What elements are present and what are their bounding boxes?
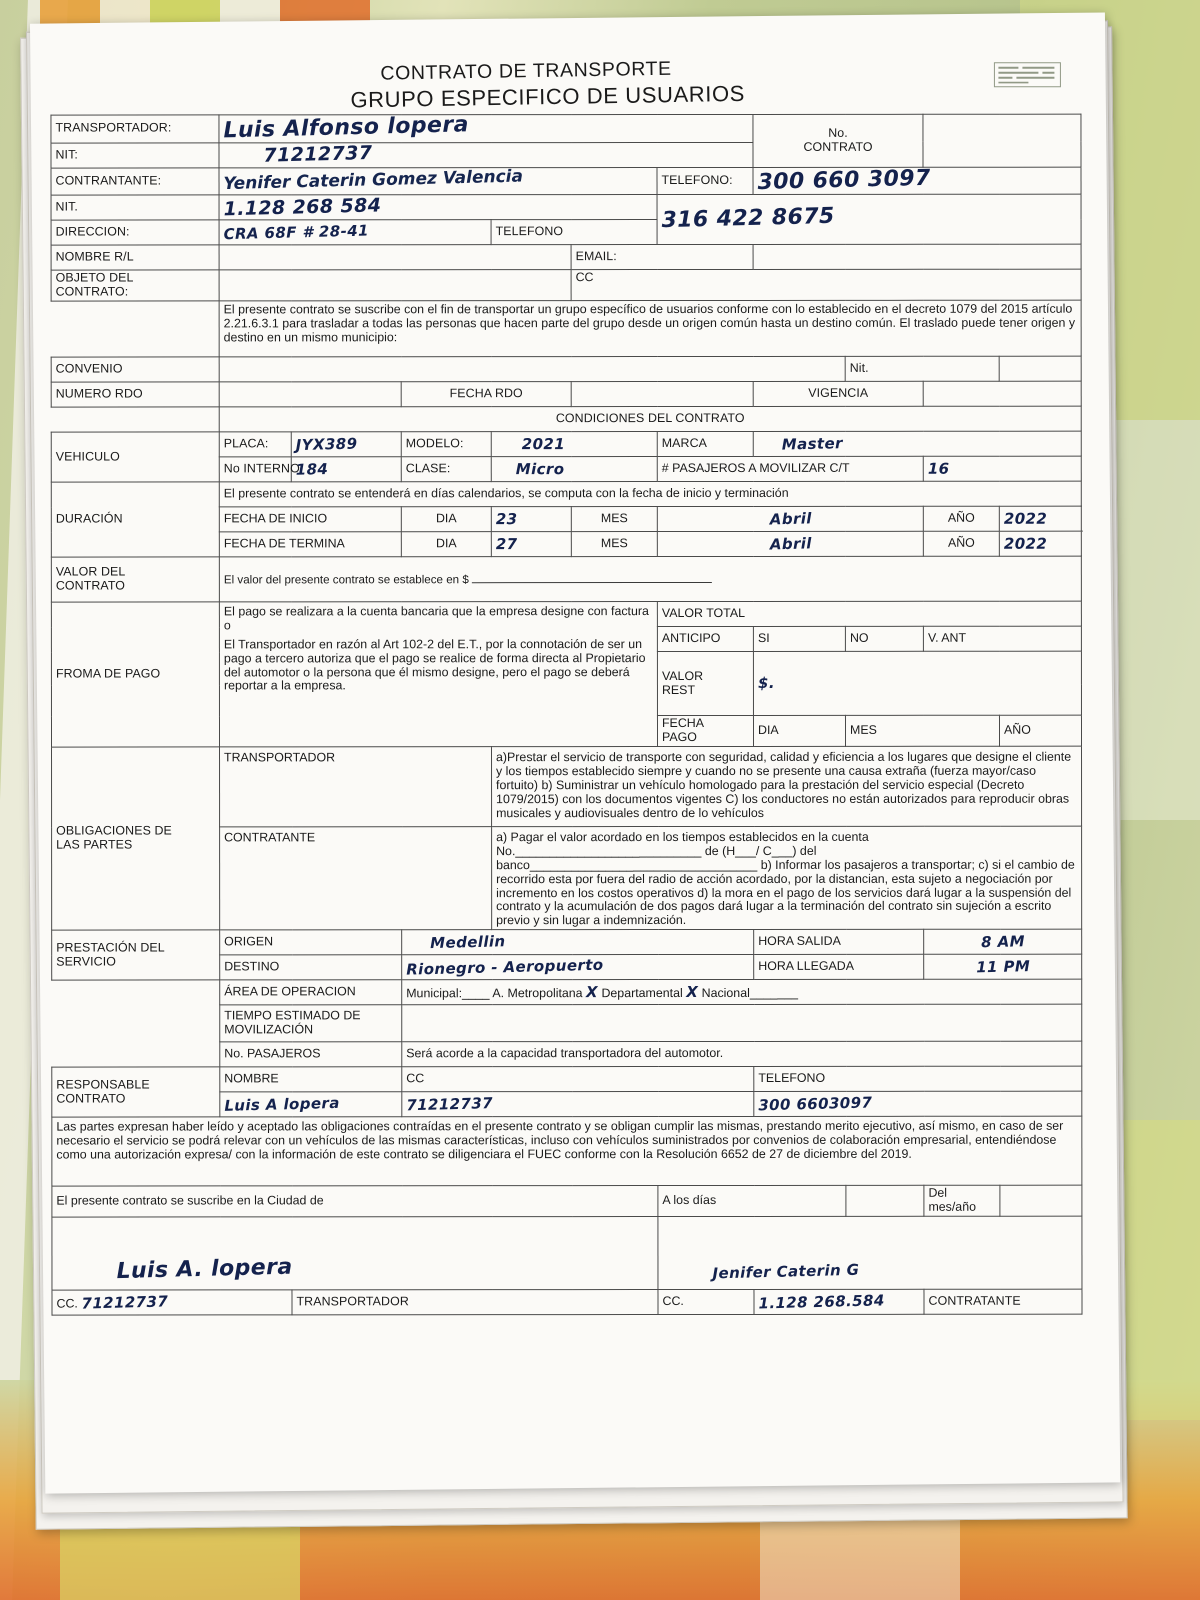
contract-form (50, 57, 1081, 1316)
value-numero-rdo[interactable] (219, 382, 401, 407)
row-ciudad (52, 1185, 1082, 1217)
handwriting-direccion: CRA 68F # 28-41 (223, 221, 370, 243)
label-obl-contratante: CONTRATANTE (220, 827, 492, 930)
label-valor-total: VALOR TOTAL (657, 601, 1081, 626)
label-mes-inicio: MES (571, 507, 657, 532)
label-role-transportador: TRANSPORTADOR (292, 1290, 658, 1315)
value-clase[interactable] (491, 457, 657, 482)
prestacion-spacer-3 (52, 1042, 220, 1067)
handwriting-nit2: 1.128 268 584 (223, 193, 382, 220)
contract-table (50, 114, 1082, 1316)
row-contratante (51, 167, 1081, 196)
valor-contrato-blank[interactable] (472, 571, 712, 583)
label-mes-pago: MES (846, 715, 1000, 746)
transportador-cc: CC. 71212737 (52, 1290, 292, 1315)
document-title-line2: GRUPO ESPECIFICO DE USUARIOS (350, 80, 746, 113)
signature-transportador-cell[interactable] (52, 1217, 658, 1291)
label-marca: MARCA (657, 431, 753, 456)
label-no-interno: No INTERNO (219, 457, 291, 482)
label-transportador: TRANSPORTADOR: (51, 115, 219, 143)
value-fecha-rdo[interactable] (571, 381, 753, 406)
value-mes-termina[interactable] (657, 531, 923, 556)
contratante-cc-label: CC. (658, 1290, 754, 1315)
label-tiempo-estimado: TIEMPO ESTIMADO DE MOVILIZACIÓN (220, 1005, 402, 1042)
text-no-pasajeros: Será acorde a la capacidad transportadora del automotor. (402, 1041, 1082, 1067)
label-area-operacion: ÁREA DE OPERACION (220, 980, 402, 1005)
handwriting-anio-termina: 2022 (1003, 534, 1048, 553)
label-mes-termina: MES (571, 532, 657, 557)
anticipo-no[interactable]: NO (845, 626, 923, 651)
label-telefono: TELEFONO: (657, 167, 753, 195)
value-marca[interactable] (753, 431, 1081, 456)
value-destino[interactable] (402, 955, 754, 980)
prestacion-spacer-2 (52, 1005, 220, 1042)
signature-transportador: Luis A. lopera (116, 1255, 293, 1285)
label-anio-inicio: AÑO (923, 506, 999, 531)
label-nit-convenio: Nit. (845, 356, 999, 381)
label-obligaciones: OBLIGACIONES DE LAS PARTES (52, 747, 220, 930)
stamp-icon (992, 60, 1062, 90)
value-responsable-nombre[interactable] (220, 1092, 402, 1117)
contract-page (30, 12, 1120, 1493)
label-cc-objeto (219, 270, 571, 301)
row-nombre-rl (51, 244, 1081, 270)
label-vigencia: VIGENCIA (753, 381, 923, 406)
label-responsable-telefono: TELEFONO (754, 1066, 1082, 1091)
value-responsable-cc[interactable] (402, 1092, 754, 1117)
value-contratante[interactable] (219, 167, 657, 195)
label-prestacion: PRESTACIÓN DEL SERVICIO (52, 930, 220, 980)
handwriting-responsable-nombre: Luis A lopera (224, 1093, 340, 1115)
handwriting-transportador: Luis Alfonso lopera (223, 112, 470, 144)
row-signature-labels (52, 1289, 1082, 1315)
handwriting-pasajeros-ct: 16 (927, 459, 950, 478)
label-obl-transportador: TRANSPORTADOR (220, 747, 492, 827)
label-origen: ORIGEN (220, 930, 402, 955)
area-mark-departamental: X (686, 982, 699, 1001)
label-contratante: CONTRANTANTE: (51, 168, 219, 196)
condiciones-spacer (51, 407, 219, 432)
label-valor-rest: VALOR REST (657, 651, 753, 715)
value-direccion[interactable] (219, 220, 491, 245)
value-tiempo-estimado[interactable] (402, 1004, 1082, 1042)
duracion-text: El presente contrato se entenderá en días calendarios, se computa con la fecha de inicio y terminación (219, 481, 1081, 507)
objeto-text: El presente contrato se suscribe con el fin de transportar un grupo específico de usuarios conforme con lo establecido en el decreto 1079 del 2015 artículo 2.21.6.3.1 para trasladar a todas las personas que hacen parte del grupo desde un origen común hasta un destino común. El traslado puede tener origen y destino en un mismo municipio: (219, 300, 1081, 357)
value-nit-convenio[interactable] (999, 356, 1081, 381)
valor-contrato-cell[interactable] (219, 556, 1081, 602)
signature-contratante: Jenifer Caterin G (712, 1260, 860, 1283)
signature-contratante-cell[interactable] (658, 1216, 1082, 1289)
row-nit2 (51, 194, 1081, 220)
row-forma-pago (51, 601, 1081, 627)
area-option-metropolitana[interactable]: A. Metropolitana (492, 985, 583, 1000)
label-clase: CLASE: (401, 457, 491, 482)
value-a-los-dias[interactable] (846, 1186, 924, 1217)
value-vigencia[interactable] (923, 381, 1081, 406)
document-header (50, 57, 1080, 115)
label-telefono2: TELEFONO (491, 220, 657, 245)
label-vehiculo: VEHICULO (51, 432, 219, 482)
label-valor-contrato: VALOR DEL CONTRATO (51, 557, 219, 602)
handwriting-valor-rest: $. (757, 674, 775, 693)
handwriting-placa: JYX389 (295, 434, 358, 454)
label-placa: PLACA: (219, 432, 291, 457)
value-anio-termina[interactable] (999, 531, 1081, 556)
label-modelo: MODELO: (401, 432, 491, 457)
objeto-spacer (51, 301, 219, 357)
row-obligaciones-transportador (52, 746, 1082, 827)
handwriting-marca: Master (781, 433, 844, 454)
handwriting-mes-inicio: Abril (769, 508, 812, 529)
value-dia-inicio[interactable] (491, 507, 571, 532)
handwriting-clase: Micro (515, 459, 565, 478)
label-anio-pago: AÑO (1000, 715, 1082, 746)
value-telefono2[interactable] (657, 194, 1081, 244)
handwriting-mes-termina: Abril (769, 533, 812, 554)
row-area-operacion (52, 979, 1082, 1005)
value-dia-termina[interactable] (491, 532, 571, 557)
label-destino: DESTINO (220, 955, 402, 980)
label-anticipo: ANTICIPO (657, 626, 753, 651)
label-role-contratante: CONTRATANTE (924, 1289, 1082, 1314)
row-objeto-text (51, 300, 1081, 357)
row-origen (52, 929, 1082, 955)
value-hora-llegada[interactable] (924, 954, 1082, 979)
value-transportador[interactable] (219, 114, 753, 142)
label-nit: NIT: (51, 143, 219, 168)
label-dia-pago: DIA (754, 716, 846, 747)
value-origen[interactable] (402, 930, 754, 955)
forma-pago-text-2: El Transportador en razón al Art 102-2 del E.T., por la connotación de ser un pago a tercero autoriza que el pago se realice de forma directa al Propietario del automotor o la persona que él mismo designe, pero el pago se deberá reportar a la empresa. (223, 636, 646, 693)
row-responsable-head (52, 1066, 1082, 1092)
label-hora-salida: HORA SALIDA (754, 930, 924, 955)
label-nombre-rl: NOMBRE R/L (51, 245, 219, 270)
value-convenio[interactable] (219, 356, 845, 382)
value-modelo[interactable] (491, 432, 657, 457)
declaracion-text: Las partes expresan haber leído y aceptado las obligaciones contraídas en el presente contrato y se obligan cumplir las mismas, prestando merito ejecutivo, así mismo, en caso de ser necesario el servicio se podrá relevar con un vehículos de las mismas características, incluso con vehículos suministrados por convenios de colaboración empresarial, entendiéndose como una autorización expresa/ con la información de este contrato se diligenciara el FUEC conforme con la Resolución 6652 de 27 de diciembre del 2019. (52, 1116, 1082, 1186)
handwriting-contratante-cc: 1.128 268.584 (758, 1290, 885, 1313)
ciudad-text[interactable]: El presente contrato se suscribe en la Ciudad de (52, 1186, 658, 1217)
row-objeto (51, 269, 1081, 301)
handwriting-contratante: Yenifer Caterin Gomez Valencia (223, 166, 524, 195)
area-option-departamental[interactable]: Departamental (601, 985, 683, 1000)
label-responsable: RESPONSABLE CONTRATO (52, 1067, 220, 1117)
label-fecha-inicio: FECHA DE INICIO (219, 507, 401, 532)
row-valor-contrato (51, 556, 1081, 602)
value-del-mes-anio[interactable] (1000, 1185, 1082, 1216)
label-numero-rdo: NUMERO RDO (51, 382, 219, 407)
label-fecha-pago: FECHA PAGO (657, 716, 753, 747)
label-dia-termina: DIA (401, 532, 491, 557)
handwriting-modelo: 2021 (521, 434, 566, 453)
handwriting-hora-salida: 8 AM (980, 932, 1025, 952)
area-option-nacional[interactable]: Nacional_______ (701, 985, 799, 1000)
value-telefono[interactable] (753, 167, 1081, 195)
label-vant: V. ANT (923, 626, 1081, 651)
value-email[interactable] (753, 244, 1081, 269)
value-no-interno[interactable] (291, 457, 401, 482)
forma-pago-text-1: El pago se realizara a la cuenta bancaria que la empresa designe con factura o (223, 604, 649, 633)
valor-contrato-text: El valor del presente contrato se establece en $ (223, 573, 469, 587)
label-no-contrato: No. CONTRATO (753, 114, 923, 167)
value-nit2[interactable] (219, 195, 657, 220)
value-placa[interactable] (291, 432, 401, 457)
label-duracion: DURACIÓN (51, 482, 219, 557)
handwriting-transportador-cc: 71212737 (81, 1292, 169, 1313)
value-pasajeros-ct[interactable] (923, 456, 1081, 481)
label-responsable-nombre: NOMBRE (220, 1067, 402, 1092)
row-no-pasajeros (52, 1041, 1082, 1067)
label-convenio: CONVENIO (51, 357, 219, 382)
value-valor-rest[interactable] (753, 651, 1081, 716)
document-title-line1: CONTRATO DE TRANSPORTE (380, 57, 672, 85)
value-anio-inicio[interactable] (999, 506, 1081, 531)
row-condiciones-banner (51, 406, 1081, 432)
row-numero-rdo (51, 381, 1081, 407)
label-pasajeros-ct: # PASAJEROS A MOVILIZAR C/T (657, 456, 923, 481)
anticipo-si[interactable]: SI (753, 626, 845, 651)
label-responsable-cc: CC (402, 1067, 754, 1092)
handwriting-no-interno: 184 (295, 459, 329, 479)
row-convenio (51, 356, 1081, 382)
label-objeto: OBJETO DEL CONTRATO: (51, 270, 219, 301)
area-mark-metropolitana: X (586, 982, 599, 1001)
handwriting-destino: Rionegro - Aeropuerto (405, 955, 604, 979)
label-a-los-dias: A los días (658, 1186, 846, 1217)
row-tiempo-estimado (52, 1004, 1082, 1042)
value-mes-inicio[interactable] (657, 506, 923, 531)
handwriting-origen: Medellin (429, 932, 506, 952)
value-no-contrato[interactable] (923, 114, 1081, 167)
label-dia-inicio: DIA (401, 507, 491, 532)
handwriting-responsable-telefono: 300 6603097 (758, 1093, 873, 1115)
label-fecha-termina: FECHA DE TERMINA (219, 532, 401, 557)
row-vehiculo (51, 431, 1081, 457)
handwriting-anio-inicio: 2022 (1003, 509, 1048, 528)
label-forma-pago: FROMA DE PAGO (51, 602, 219, 747)
label-del-mes-anio: Del mes/año (924, 1186, 1000, 1217)
row-transportador (51, 114, 1081, 143)
area-operacion-options[interactable] (402, 979, 1082, 1005)
value-hora-salida[interactable] (924, 929, 1082, 954)
label-direccion: DIRECCION: (51, 220, 219, 245)
row-signatures (52, 1216, 1082, 1290)
forma-pago-texts (219, 602, 657, 747)
handwriting-telefono2: 316 422 8675 (661, 204, 836, 234)
value-nit[interactable] (219, 142, 753, 167)
label-no-pasajeros: No. PASAJEROS (220, 1042, 402, 1067)
label-anio-termina: AÑO (923, 531, 999, 556)
label-nit2: NIT. (51, 195, 219, 220)
label-fecha-rdo: FECHA RDO (401, 382, 571, 407)
value-responsable-telefono[interactable] (754, 1091, 1082, 1116)
handwriting-telefono: 300 660 3097 (757, 165, 932, 195)
row-duracion-text (51, 481, 1081, 507)
handwriting-dia-inicio: 23 (495, 509, 518, 528)
paper-stack (10, 12, 1146, 1564)
area-option-municipal[interactable]: Municipal:____ (406, 985, 490, 1001)
row-declaracion (52, 1116, 1082, 1186)
handwriting-responsable-cc: 71212737 (406, 1093, 494, 1115)
obl-contratante-text: a) Pagar el valor acordado en los tiempos establecidos en la cuenta No.___________________________ de (H___/ C___) del banco_________________________________ b) Informar los pasajeros a transportar; c) si el cambio de recorrido esta por fuera del radio de acción acordado, por la distancian, esta sujeto a negociación por incremento en los costos operativos d) la mora en el pago de los servicios dará lugar a la suspensión del contrato y la acumulación de dos pagos dará lugar a la terminación del contrato sin sujeción a escrito previo y sin lugar a indemnización. (492, 826, 1082, 930)
handwriting-nit: 71212737 (263, 141, 373, 167)
label-email: EMAIL: (571, 245, 753, 270)
condiciones-banner: CONDICIONES DEL CONTRATO (219, 406, 1081, 432)
prestacion-spacer-1 (52, 980, 220, 1005)
contratante-cc-value (754, 1289, 924, 1314)
label-cc: CC (571, 269, 1081, 300)
value-nombre-rl[interactable] (219, 245, 571, 270)
handwriting-dia-termina: 27 (495, 534, 518, 553)
obl-transportador-text: a)Prestar el servicio de transporte con seguridad, calidad y eficiencia a los lugares que designe el cliente y los tiempos establecido siempre y cuando no se presente una causa extraña (fuerza mayor/caso fortuito) b) Suministrar un vehículo homologado para la prestación del servicio especial (Decreto 1079/2015) con los documentos vigentes C) los conductores no están autorizados para reproducir obras musicales y audiovisuales dentro de lo vehículos (492, 746, 1082, 827)
label-hora-llegada: HORA LLEGADA (754, 955, 924, 980)
handwriting-hora-llegada: 11 PM (975, 956, 1030, 977)
